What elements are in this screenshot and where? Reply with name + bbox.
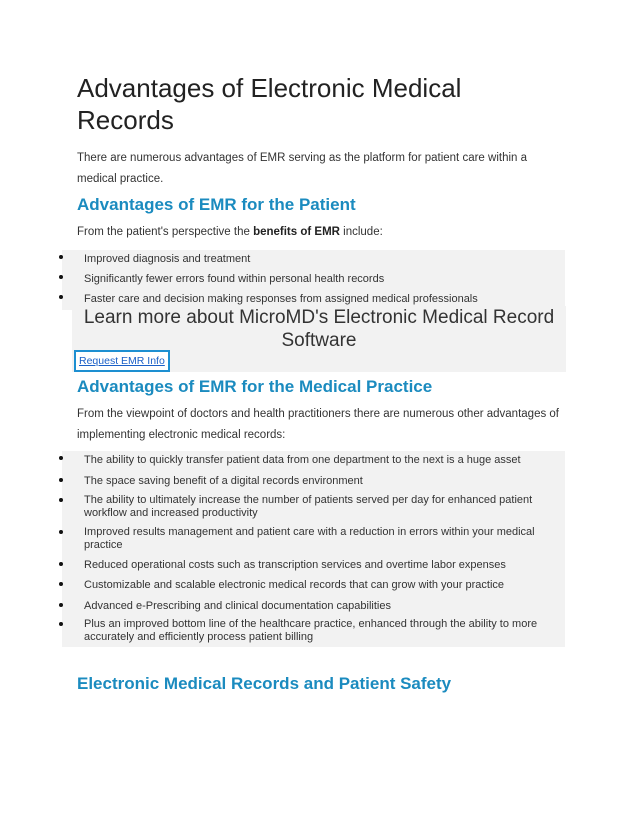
list-item: Plus an improved bottom line of the healthcare practice, enhanced through the ability to more accurately and efficiently process patient billing [62, 617, 565, 647]
list-item: The ability to quickly transfer patient data from one department to the next is a huge asset [62, 451, 565, 473]
cta-text: Learn more about MicroMD's Electronic Medical Record Software [83, 307, 555, 351]
practice-benefits-list [62, 451, 565, 647]
list-item: Advanced e-Prescribing and clinical documentation capabilities [62, 598, 565, 617]
patient-benefits-list [62, 250, 565, 310]
practice-section-paragraph: From the viewpoint of doctors and health practitioners there are numerous other advantages of implementing electronic medical records: [77, 408, 559, 441]
intro-paragraph: There are numerous advantages of EMR serving as the platform for patient care within a medical practice. [77, 152, 528, 185]
list-item: Improved results management and patient care with a reduction in errors within your medical practice [62, 525, 565, 557]
patient-para-suffix: include: [339, 226, 383, 238]
practice-section-heading: Advantages of EMR for the Medical Practice [77, 377, 433, 396]
list-item: Reduced operational costs such as transcription services and overtime labor expenses [62, 557, 565, 577]
patient-section-heading: Advantages of EMR for the Patient [77, 195, 356, 214]
patient-section-paragraph [77, 222, 383, 243]
list-item: Faster care and decision making responses from assigned medical professionals [62, 290, 565, 310]
list-item: Customizable and scalable electronic medical records that can grow with your practice [62, 577, 565, 598]
list-item: Improved diagnosis and treatment [62, 250, 565, 270]
list-item: The space saving benefit of a digital records environment [62, 473, 565, 493]
request-emr-info-link[interactable]: Request EMR Info [79, 355, 165, 367]
patient-para-text: From the patient's perspective the [77, 226, 254, 238]
request-emr-info-button[interactable] [74, 350, 170, 372]
cta-box [72, 306, 566, 372]
patient-safety-heading: Electronic Medical Records and Patient Safety [77, 674, 452, 693]
benefits-of-emr-bold: benefits of EMR [253, 226, 340, 238]
list-item: The ability to ultimately increase the number of patients served per day for enhanced patient workflow and increased productivity [62, 493, 565, 525]
page-title: Advantages of Electronic Medical Records [77, 73, 462, 135]
list-item: Significantly fewer errors found within personal health records [62, 270, 565, 290]
